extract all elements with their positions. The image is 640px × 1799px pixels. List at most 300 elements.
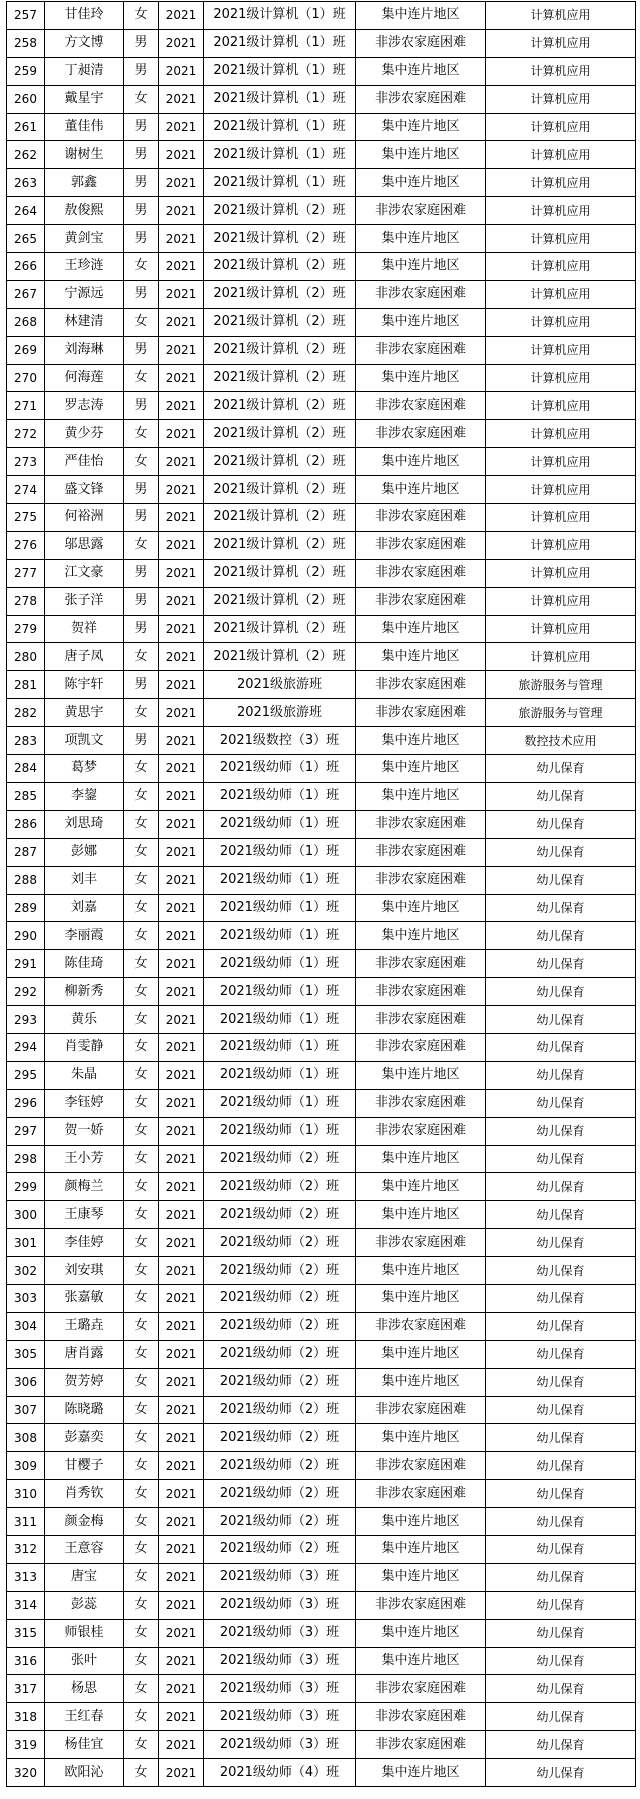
aid-category-cell: 集中连片地区 bbox=[356, 169, 486, 197]
student-name-cell: 唐宝 bbox=[45, 1563, 124, 1591]
row-number-cell: 287 bbox=[7, 838, 45, 866]
table-row bbox=[7, 1508, 636, 1536]
enrollment-year-cell: 2021 bbox=[159, 1201, 204, 1229]
class-name-cell: 2021级计算机（2）班 bbox=[204, 280, 356, 308]
class-name-cell: 2021级计算机（2）班 bbox=[204, 587, 356, 615]
table-row bbox=[7, 755, 636, 783]
major-cell: 幼儿保育 bbox=[486, 1396, 636, 1424]
enrollment-year-cell: 2021 bbox=[159, 1563, 204, 1591]
table-row bbox=[7, 587, 636, 615]
enrollment-year-cell: 2021 bbox=[159, 615, 204, 643]
aid-category-cell: 非涉农家庭困难 bbox=[356, 29, 486, 57]
enrollment-year-cell: 2021 bbox=[159, 866, 204, 894]
student-name-cell: 王康琴 bbox=[45, 1201, 124, 1229]
row-number-cell: 312 bbox=[7, 1535, 45, 1563]
class-name-cell: 2021级计算机（2）班 bbox=[204, 392, 356, 420]
class-name-cell: 2021级幼师（3）班 bbox=[204, 1563, 356, 1591]
row-number-cell: 307 bbox=[7, 1396, 45, 1424]
major-cell: 旅游服务与管理 bbox=[486, 699, 636, 727]
enrollment-year-cell: 2021 bbox=[159, 1229, 204, 1257]
enrollment-year-cell: 2021 bbox=[159, 308, 204, 336]
enrollment-year-cell: 2021 bbox=[159, 643, 204, 671]
aid-category-cell: 非涉农家庭困难 bbox=[356, 336, 486, 364]
gender-cell: 女 bbox=[124, 364, 159, 392]
gender-cell: 女 bbox=[124, 448, 159, 476]
aid-category-cell: 非涉农家庭困难 bbox=[356, 1731, 486, 1759]
row-number-cell: 258 bbox=[7, 29, 45, 57]
table-row bbox=[7, 950, 636, 978]
row-number-cell: 293 bbox=[7, 1006, 45, 1034]
aid-category-cell: 非涉农家庭困难 bbox=[356, 559, 486, 587]
student-name-cell: 张嘉敏 bbox=[45, 1284, 124, 1312]
table-row bbox=[7, 894, 636, 922]
gender-cell: 男 bbox=[124, 141, 159, 169]
row-number-cell: 295 bbox=[7, 1061, 45, 1089]
gender-cell: 女 bbox=[124, 838, 159, 866]
gender-cell: 女 bbox=[124, 1033, 159, 1061]
student-name-cell: 陈宇轩 bbox=[45, 671, 124, 699]
gender-cell: 女 bbox=[124, 420, 159, 448]
class-name-cell: 2021级计算机（2）班 bbox=[204, 504, 356, 532]
major-cell: 计算机应用 bbox=[486, 169, 636, 197]
major-cell: 幼儿保育 bbox=[486, 1424, 636, 1452]
enrollment-year-cell: 2021 bbox=[159, 810, 204, 838]
aid-category-cell: 集中连片地区 bbox=[356, 141, 486, 169]
gender-cell: 女 bbox=[124, 1284, 159, 1312]
class-name-cell: 2021级计算机（2）班 bbox=[204, 197, 356, 225]
table-row bbox=[7, 782, 636, 810]
row-number-cell: 264 bbox=[7, 197, 45, 225]
class-name-cell: 2021级计算机（2）班 bbox=[204, 476, 356, 504]
enrollment-year-cell: 2021 bbox=[159, 1368, 204, 1396]
table-row bbox=[7, 1312, 636, 1340]
row-number-cell: 294 bbox=[7, 1033, 45, 1061]
aid-category-cell: 集中连片地区 bbox=[356, 782, 486, 810]
class-name-cell: 2021级幼师（1）班 bbox=[204, 950, 356, 978]
aid-category-cell: 非涉农家庭困难 bbox=[356, 197, 486, 225]
row-number-cell: 269 bbox=[7, 336, 45, 364]
student-name-cell: 李丽霞 bbox=[45, 922, 124, 950]
enrollment-year-cell: 2021 bbox=[159, 950, 204, 978]
row-number-cell: 290 bbox=[7, 922, 45, 950]
class-name-cell: 2021级幼师（2）班 bbox=[204, 1201, 356, 1229]
aid-category-cell: 非涉农家庭困难 bbox=[356, 699, 486, 727]
student-name-cell: 彭嘉奕 bbox=[45, 1424, 124, 1452]
aid-category-cell: 非涉农家庭困难 bbox=[356, 810, 486, 838]
enrollment-year-cell: 2021 bbox=[159, 504, 204, 532]
major-cell: 计算机应用 bbox=[486, 420, 636, 448]
gender-cell: 男 bbox=[124, 727, 159, 755]
class-name-cell: 2021级计算机（2）班 bbox=[204, 253, 356, 281]
table-row bbox=[7, 1731, 636, 1759]
enrollment-year-cell: 2021 bbox=[159, 85, 204, 113]
aid-category-cell: 非涉农家庭困难 bbox=[356, 280, 486, 308]
table-row bbox=[7, 197, 636, 225]
major-cell: 幼儿保育 bbox=[486, 1591, 636, 1619]
class-name-cell: 2021级幼师（1）班 bbox=[204, 810, 356, 838]
student-name-cell: 陈佳琦 bbox=[45, 950, 124, 978]
class-name-cell: 2021级幼师（4）班 bbox=[204, 1759, 356, 1787]
major-cell: 幼儿保育 bbox=[486, 1535, 636, 1563]
enrollment-year-cell: 2021 bbox=[159, 225, 204, 253]
table-row bbox=[7, 1480, 636, 1508]
major-cell: 计算机应用 bbox=[486, 308, 636, 336]
enrollment-year-cell: 2021 bbox=[159, 559, 204, 587]
major-cell: 幼儿保育 bbox=[486, 1759, 636, 1787]
student-name-cell: 师银桂 bbox=[45, 1619, 124, 1647]
row-number-cell: 265 bbox=[7, 225, 45, 253]
student-name-cell: 刘思琦 bbox=[45, 810, 124, 838]
student-name-cell: 唐子凤 bbox=[45, 643, 124, 671]
student-name-cell: 张叶 bbox=[45, 1647, 124, 1675]
row-number-cell: 309 bbox=[7, 1452, 45, 1480]
aid-category-cell: 集中连片地区 bbox=[356, 253, 486, 281]
aid-category-cell: 非涉农家庭困难 bbox=[356, 587, 486, 615]
class-name-cell: 2021级幼师（2）班 bbox=[204, 1508, 356, 1536]
gender-cell: 女 bbox=[124, 950, 159, 978]
enrollment-year-cell: 2021 bbox=[159, 1284, 204, 1312]
table-row bbox=[7, 85, 636, 113]
aid-category-cell: 非涉农家庭困难 bbox=[356, 1117, 486, 1145]
class-name-cell: 2021级幼师（1）班 bbox=[204, 1089, 356, 1117]
student-name-cell: 敖俊熙 bbox=[45, 197, 124, 225]
table-row bbox=[7, 1396, 636, 1424]
table-row bbox=[7, 1229, 636, 1257]
major-cell: 计算机应用 bbox=[486, 280, 636, 308]
gender-cell: 男 bbox=[124, 29, 159, 57]
row-number-cell: 302 bbox=[7, 1257, 45, 1285]
row-number-cell: 310 bbox=[7, 1480, 45, 1508]
table-row bbox=[7, 169, 636, 197]
major-cell: 幼儿保育 bbox=[486, 1201, 636, 1229]
major-cell: 计算机应用 bbox=[486, 504, 636, 532]
table-row bbox=[7, 531, 636, 559]
class-name-cell: 2021级幼师（1）班 bbox=[204, 866, 356, 894]
class-name-cell: 2021级幼师（3）班 bbox=[204, 1647, 356, 1675]
major-cell: 幼儿保育 bbox=[486, 1703, 636, 1731]
row-number-cell: 303 bbox=[7, 1284, 45, 1312]
gender-cell: 女 bbox=[124, 308, 159, 336]
row-number-cell: 291 bbox=[7, 950, 45, 978]
student-name-cell: 项凯文 bbox=[45, 727, 124, 755]
aid-category-cell: 非涉农家庭困难 bbox=[356, 1033, 486, 1061]
major-cell: 幼儿保育 bbox=[486, 1006, 636, 1034]
major-cell: 计算机应用 bbox=[486, 587, 636, 615]
aid-category-cell: 非涉农家庭困难 bbox=[356, 978, 486, 1006]
enrollment-year-cell: 2021 bbox=[159, 1759, 204, 1787]
class-name-cell: 2021级计算机（2）班 bbox=[204, 531, 356, 559]
enrollment-year-cell: 2021 bbox=[159, 1480, 204, 1508]
gender-cell: 女 bbox=[124, 1229, 159, 1257]
table-row bbox=[7, 1117, 636, 1145]
class-name-cell: 2021级幼师（1）班 bbox=[204, 922, 356, 950]
major-cell: 幼儿保育 bbox=[486, 838, 636, 866]
gender-cell: 女 bbox=[124, 1424, 159, 1452]
aid-category-cell: 集中连片地区 bbox=[356, 1201, 486, 1229]
major-cell: 幼儿保育 bbox=[486, 1563, 636, 1591]
aid-category-cell: 集中连片地区 bbox=[356, 1145, 486, 1173]
enrollment-year-cell: 2021 bbox=[159, 29, 204, 57]
major-cell: 幼儿保育 bbox=[486, 922, 636, 950]
major-cell: 幼儿保育 bbox=[486, 1647, 636, 1675]
major-cell: 幼儿保育 bbox=[486, 755, 636, 783]
row-number-cell: 315 bbox=[7, 1619, 45, 1647]
class-name-cell: 2021级幼师（2）班 bbox=[204, 1424, 356, 1452]
student-name-cell: 肖秀钦 bbox=[45, 1480, 124, 1508]
gender-cell: 女 bbox=[124, 253, 159, 281]
gender-cell: 男 bbox=[124, 559, 159, 587]
student-name-cell: 彭娜 bbox=[45, 838, 124, 866]
student-name-cell: 杨佳宜 bbox=[45, 1731, 124, 1759]
class-name-cell: 2021级幼师（2）班 bbox=[204, 1535, 356, 1563]
row-number-cell: 279 bbox=[7, 615, 45, 643]
table-row bbox=[7, 476, 636, 504]
major-cell: 幼儿保育 bbox=[486, 1675, 636, 1703]
class-name-cell: 2021级幼师（2）班 bbox=[204, 1368, 356, 1396]
gender-cell: 女 bbox=[124, 1061, 159, 1089]
table-row bbox=[7, 141, 636, 169]
enrollment-year-cell: 2021 bbox=[159, 755, 204, 783]
table-body bbox=[7, 2, 636, 1787]
row-number-cell: 278 bbox=[7, 587, 45, 615]
aid-category-cell: 集中连片地区 bbox=[356, 643, 486, 671]
class-name-cell: 2021级幼师（1）班 bbox=[204, 1061, 356, 1089]
enrollment-year-cell: 2021 bbox=[159, 2, 204, 30]
student-name-cell: 黄思宇 bbox=[45, 699, 124, 727]
gender-cell: 女 bbox=[124, 1340, 159, 1368]
gender-cell: 女 bbox=[124, 531, 159, 559]
table-row bbox=[7, 978, 636, 1006]
enrollment-year-cell: 2021 bbox=[159, 978, 204, 1006]
major-cell: 旅游服务与管理 bbox=[486, 671, 636, 699]
aid-category-cell: 集中连片地区 bbox=[356, 1535, 486, 1563]
student-name-cell: 王红春 bbox=[45, 1703, 124, 1731]
enrollment-year-cell: 2021 bbox=[159, 922, 204, 950]
table-row bbox=[7, 1535, 636, 1563]
enrollment-year-cell: 2021 bbox=[159, 531, 204, 559]
class-name-cell: 2021级计算机（2）班 bbox=[204, 225, 356, 253]
row-number-cell: 316 bbox=[7, 1647, 45, 1675]
table-row bbox=[7, 1368, 636, 1396]
table-row bbox=[7, 1033, 636, 1061]
gender-cell: 女 bbox=[124, 85, 159, 113]
row-number-cell: 288 bbox=[7, 866, 45, 894]
student-name-cell: 方文博 bbox=[45, 29, 124, 57]
row-number-cell: 260 bbox=[7, 85, 45, 113]
aid-category-cell: 集中连片地区 bbox=[356, 1061, 486, 1089]
major-cell: 幼儿保育 bbox=[486, 978, 636, 1006]
class-name-cell: 2021级幼师（2）班 bbox=[204, 1452, 356, 1480]
enrollment-year-cell: 2021 bbox=[159, 336, 204, 364]
gender-cell: 男 bbox=[124, 615, 159, 643]
student-name-cell: 宁源远 bbox=[45, 280, 124, 308]
class-name-cell: 2021级计算机（1）班 bbox=[204, 29, 356, 57]
class-name-cell: 2021级计算机（2）班 bbox=[204, 615, 356, 643]
class-name-cell: 2021级计算机（2）班 bbox=[204, 336, 356, 364]
gender-cell: 女 bbox=[124, 1647, 159, 1675]
class-name-cell: 2021级计算机（1）班 bbox=[204, 2, 356, 30]
aid-category-cell: 集中连片地区 bbox=[356, 1340, 486, 1368]
row-number-cell: 284 bbox=[7, 755, 45, 783]
student-name-cell: 颜金梅 bbox=[45, 1508, 124, 1536]
major-cell: 幼儿保育 bbox=[486, 866, 636, 894]
table-row bbox=[7, 364, 636, 392]
class-name-cell: 2021级幼师（3）班 bbox=[204, 1703, 356, 1731]
major-cell: 幼儿保育 bbox=[486, 1257, 636, 1285]
major-cell: 计算机应用 bbox=[486, 336, 636, 364]
gender-cell: 女 bbox=[124, 1452, 159, 1480]
enrollment-year-cell: 2021 bbox=[159, 1117, 204, 1145]
gender-cell: 女 bbox=[124, 810, 159, 838]
aid-category-cell: 集中连片地区 bbox=[356, 225, 486, 253]
gender-cell: 女 bbox=[124, 1089, 159, 1117]
major-cell: 幼儿保育 bbox=[486, 782, 636, 810]
student-name-cell: 刘海琳 bbox=[45, 336, 124, 364]
table-row bbox=[7, 1424, 636, 1452]
row-number-cell: 266 bbox=[7, 253, 45, 281]
gender-cell: 女 bbox=[124, 1312, 159, 1340]
row-number-cell: 285 bbox=[7, 782, 45, 810]
table-row bbox=[7, 504, 636, 532]
major-cell: 幼儿保育 bbox=[486, 1312, 636, 1340]
row-number-cell: 262 bbox=[7, 141, 45, 169]
enrollment-year-cell: 2021 bbox=[159, 57, 204, 85]
student-name-cell: 李鋆 bbox=[45, 782, 124, 810]
row-number-cell: 300 bbox=[7, 1201, 45, 1229]
row-number-cell: 275 bbox=[7, 504, 45, 532]
enrollment-year-cell: 2021 bbox=[159, 1731, 204, 1759]
gender-cell: 女 bbox=[124, 1731, 159, 1759]
enrollment-year-cell: 2021 bbox=[159, 838, 204, 866]
enrollment-year-cell: 2021 bbox=[159, 364, 204, 392]
major-cell: 计算机应用 bbox=[486, 113, 636, 141]
row-number-cell: 318 bbox=[7, 1703, 45, 1731]
major-cell: 计算机应用 bbox=[486, 225, 636, 253]
student-name-cell: 刘丰 bbox=[45, 866, 124, 894]
student-name-cell: 何裕洲 bbox=[45, 504, 124, 532]
student-name-cell: 林建清 bbox=[45, 308, 124, 336]
table-row bbox=[7, 838, 636, 866]
student-name-cell: 邬思露 bbox=[45, 531, 124, 559]
aid-category-cell: 集中连片地区 bbox=[356, 1759, 486, 1787]
gender-cell: 女 bbox=[124, 782, 159, 810]
class-name-cell: 2021级幼师（2）班 bbox=[204, 1312, 356, 1340]
aid-category-cell: 非涉农家庭困难 bbox=[356, 531, 486, 559]
table-row bbox=[7, 615, 636, 643]
student-name-cell: 肖雯静 bbox=[45, 1033, 124, 1061]
student-name-cell: 何海莲 bbox=[45, 364, 124, 392]
aid-category-cell: 集中连片地区 bbox=[356, 1619, 486, 1647]
aid-category-cell: 非涉农家庭困难 bbox=[356, 1452, 486, 1480]
class-name-cell: 2021级幼师（2）班 bbox=[204, 1284, 356, 1312]
enrollment-year-cell: 2021 bbox=[159, 253, 204, 281]
row-number-cell: 314 bbox=[7, 1591, 45, 1619]
major-cell: 计算机应用 bbox=[486, 615, 636, 643]
enrollment-year-cell: 2021 bbox=[159, 727, 204, 755]
major-cell: 幼儿保育 bbox=[486, 1284, 636, 1312]
gender-cell: 男 bbox=[124, 225, 159, 253]
row-number-cell: 267 bbox=[7, 280, 45, 308]
class-name-cell: 2021级幼师（1）班 bbox=[204, 782, 356, 810]
class-name-cell: 2021级数控（3）班 bbox=[204, 727, 356, 755]
aid-category-cell: 非涉农家庭困难 bbox=[356, 1480, 486, 1508]
gender-cell: 女 bbox=[124, 2, 159, 30]
class-name-cell: 2021级幼师（3）班 bbox=[204, 1731, 356, 1759]
enrollment-year-cell: 2021 bbox=[159, 1006, 204, 1034]
enrollment-year-cell: 2021 bbox=[159, 197, 204, 225]
gender-cell: 男 bbox=[124, 113, 159, 141]
table-row bbox=[7, 559, 636, 587]
table-row bbox=[7, 1173, 636, 1201]
gender-cell: 女 bbox=[124, 1368, 159, 1396]
enrollment-year-cell: 2021 bbox=[159, 587, 204, 615]
gender-cell: 男 bbox=[124, 197, 159, 225]
major-cell: 计算机应用 bbox=[486, 57, 636, 85]
student-name-cell: 严佳怡 bbox=[45, 448, 124, 476]
table-row bbox=[7, 727, 636, 755]
enrollment-year-cell: 2021 bbox=[159, 1089, 204, 1117]
aid-category-cell: 集中连片地区 bbox=[356, 1257, 486, 1285]
enrollment-year-cell: 2021 bbox=[159, 1619, 204, 1647]
gender-cell: 男 bbox=[124, 392, 159, 420]
student-name-cell: 杨思 bbox=[45, 1675, 124, 1703]
class-name-cell: 2021级计算机（1）班 bbox=[204, 141, 356, 169]
enrollment-year-cell: 2021 bbox=[159, 1173, 204, 1201]
row-number-cell: 276 bbox=[7, 531, 45, 559]
aid-category-cell: 集中连片地区 bbox=[356, 2, 486, 30]
row-number-cell: 273 bbox=[7, 448, 45, 476]
gender-cell: 男 bbox=[124, 280, 159, 308]
student-aid-table bbox=[6, 1, 636, 1787]
gender-cell: 女 bbox=[124, 1675, 159, 1703]
class-name-cell: 2021级计算机（2）班 bbox=[204, 559, 356, 587]
gender-cell: 女 bbox=[124, 866, 159, 894]
table-row bbox=[7, 1257, 636, 1285]
student-name-cell: 柳新秀 bbox=[45, 978, 124, 1006]
student-name-cell: 彭蕊 bbox=[45, 1591, 124, 1619]
enrollment-year-cell: 2021 bbox=[159, 1591, 204, 1619]
row-number-cell: 263 bbox=[7, 169, 45, 197]
enrollment-year-cell: 2021 bbox=[159, 1340, 204, 1368]
class-name-cell: 2021级幼师（2）班 bbox=[204, 1480, 356, 1508]
gender-cell: 女 bbox=[124, 643, 159, 671]
enrollment-year-cell: 2021 bbox=[159, 1145, 204, 1173]
student-name-cell: 葛梦 bbox=[45, 755, 124, 783]
student-name-cell: 戴星宇 bbox=[45, 85, 124, 113]
major-cell: 计算机应用 bbox=[486, 392, 636, 420]
row-number-cell: 277 bbox=[7, 559, 45, 587]
aid-category-cell: 集中连片地区 bbox=[356, 1424, 486, 1452]
student-name-cell: 颜梅兰 bbox=[45, 1173, 124, 1201]
enrollment-year-cell: 2021 bbox=[159, 1703, 204, 1731]
table-row bbox=[7, 308, 636, 336]
enrollment-year-cell: 2021 bbox=[159, 1535, 204, 1563]
major-cell: 幼儿保育 bbox=[486, 1229, 636, 1257]
row-number-cell: 305 bbox=[7, 1340, 45, 1368]
enrollment-year-cell: 2021 bbox=[159, 1452, 204, 1480]
row-number-cell: 271 bbox=[7, 392, 45, 420]
class-name-cell: 2021级幼师（3）班 bbox=[204, 1619, 356, 1647]
table-row bbox=[7, 448, 636, 476]
aid-category-cell: 集中连片地区 bbox=[356, 1173, 486, 1201]
aid-category-cell: 非涉农家庭困难 bbox=[356, 838, 486, 866]
table-row bbox=[7, 1061, 636, 1089]
gender-cell: 女 bbox=[124, 978, 159, 1006]
student-name-cell: 贺一娇 bbox=[45, 1117, 124, 1145]
class-name-cell: 2021级旅游班 bbox=[204, 699, 356, 727]
gender-cell: 女 bbox=[124, 1257, 159, 1285]
gender-cell: 女 bbox=[124, 894, 159, 922]
